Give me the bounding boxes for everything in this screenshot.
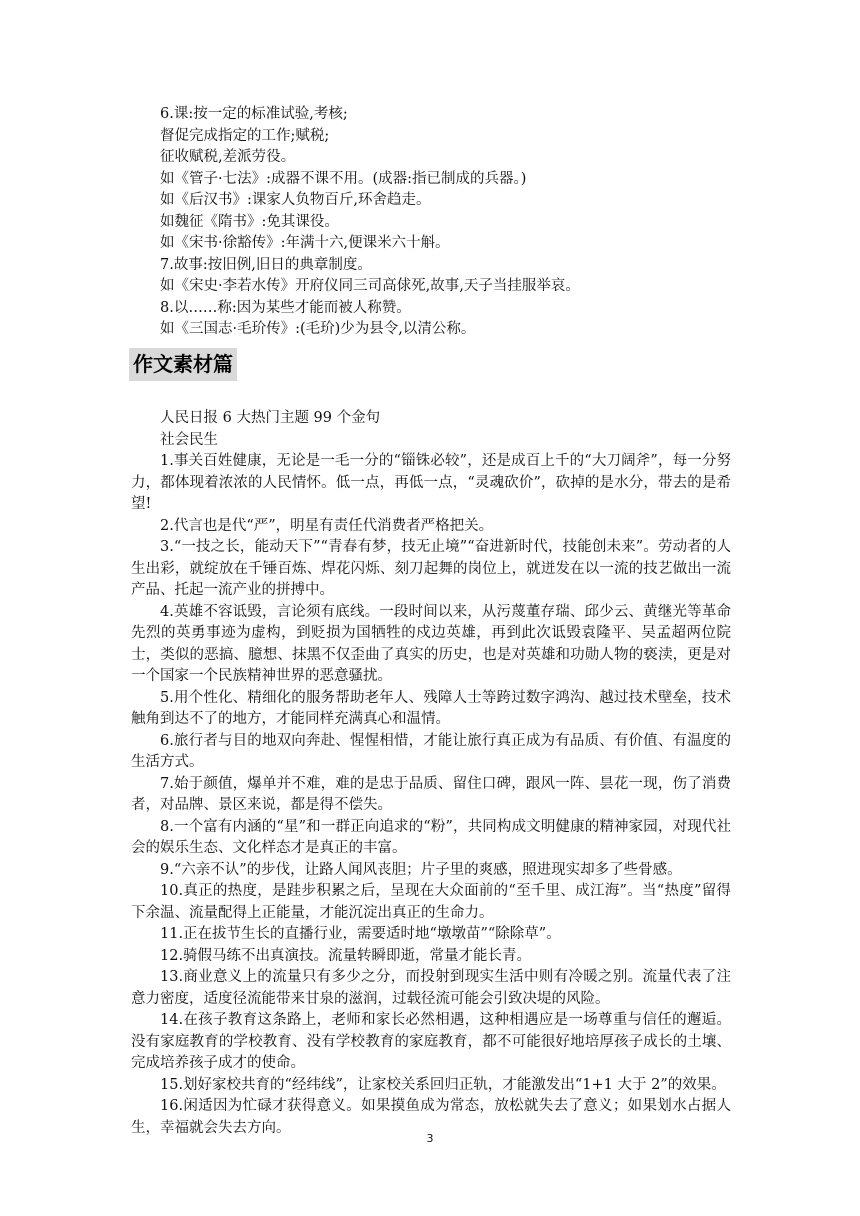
glossary-line: 如《宋书·徐豁传》:年满十六,便课米六十斛。 — [160, 235, 450, 251]
glossary-line: 6.课:按一定的标准试验,考核; — [160, 106, 348, 122]
quote-item: 11.正在拔节生长的直播行业，需要适时地“墩墩苗”“除除草”。 — [160, 926, 561, 942]
quote-item: 3.“一技之长，能动天下”“青春有梦，技无止境”“奋进新时代，技能创未来”。劳动者的人生出彩，就绽放在千锤百炼、焊花闪烁、刻刀起舞的岗位上，就迸发在以一流的技艺做出一流产品、托起一流产业的拼搏中。 — [131, 539, 731, 598]
quotes-section — [131, 408, 731, 1139]
quote-item: 14.在孩子教育这条路上，老师和家长必然相遇，这种相遇应是一场尊重与信任的邂逅。没有家庭教育的学校教育、没有学校教育的家庭教育，都不可能很好地培厚孩子成长的土壤、完成培养孩子成才的使命。 — [131, 1012, 731, 1071]
quote-item: 12.骑假马练不出真演技。流量转瞬即逝，常量才能长青。 — [160, 947, 532, 964]
glossary-line: 如《后汉书》:课家人负物百斤,环舍趋走。 — [160, 192, 431, 208]
glossary-line: 如《三国志·毛玠传》:(毛玠)少为县令,以清公称。 — [160, 321, 476, 337]
quote-item: 5.用个性化、精细化的服务帮助老年人、残障人士等跨过数字鸿沟、越过技术壁垒，技术触角到达不了的地方，才能同样充满真心和温情。 — [131, 689, 731, 727]
glossary-line: 如魏征《隋书》:免其课役。 — [160, 213, 339, 230]
quote-item: 4.英雄不容诋毁，言论须有底线。一段时间以来，从污蔑董存瑞、邱少云、黄继光等革命先烈的英勇事迹为虚构，到贬损为国牺牲的戍边英雄，再到此次诋毁袁隆平、吴孟超两位院士，类似的恶搞、臆想、抹黑不仅歪曲了真实的历史，也是对英雄和功勋人物的亵渎，更是对一个国家一个民族精神世界的恶意骚扰。 — [131, 603, 731, 684]
quote-item: 8.一个富有内涵的“星”和一群正向追求的“粉”，共同构成文明健康的精神家园，对现代社会的娱乐生态、文化样态才是真正的丰富。 — [131, 818, 731, 856]
quote-item: 2.代言也是代“严”，明星有责任代消费者严格把关。 — [160, 517, 494, 534]
quote-item: 1.事关百姓健康，无论是一毛一分的“锱铢必较”，还是成百上千的“大刀阔斧”，每一分努力，都体现着浓浓的人民情怀。低一点，再低一点，“灵魂砍价”，砍掉的是水分，带去的是希望! — [131, 453, 731, 512]
glossary-line: 8.以……称:因为某些才能而被人称赞。 — [160, 299, 411, 316]
glossary-line: 如《管子·七法》:成器不课不用。(成器:指已制成的兵器。) — [160, 170, 527, 187]
quote-item: 16.闲适因为忙碌才获得意义。如果摸鱼成为常态，放松就失去了意义；如果划水占据人生，幸福就会失去方向。 — [131, 1098, 731, 1136]
quotes-subtitle: 社会民生 — [160, 431, 218, 448]
glossary-line: 7.故事:按旧例,旧日的典章制度。 — [160, 256, 372, 273]
quote-item: 13.商业意义上的流量只有多少之分，而投射到现实生活中则有冷暖之别。流量代表了注意力密度，适度径流能带来甘泉的滋润，过载径流可能会引致决堤的风险。 — [131, 969, 731, 1007]
quote-item: 9.“六亲不认”的步伐，让路人闻风丧胆；片子里的爽感，照进现实却多了些骨感。 — [160, 861, 682, 878]
quote-item: 6.旅行者与目的地双向奔赴、惺惺相惜，才能让旅行真正成为有品质、有价值、有温度的生活方式。 — [131, 732, 731, 770]
glossary-line: 督促完成指定的工作;赋税; — [160, 127, 330, 144]
section-heading: 作文素材篇 — [129, 348, 237, 381]
quote-item: 10.真正的热度，是跬步积累之后，呈现在大众面前的“至千里、成江海”。当“热度”留得下余温、流量配得上正能量，才能沉淀出真正的生命力。 — [131, 883, 731, 921]
page-number: 3 — [426, 1132, 434, 1145]
quotes-title: 人民日报 6 大热门主题 99 个金句 — [160, 410, 381, 426]
glossary-line: 如《宋史·李若水传》开府仪同三司高俅死,故事,天子当挂服举哀。 — [160, 278, 580, 294]
quote-item: 7.始于颜值，爆单并不难，难的是忠于品质、留住口碑，跟风一阵、昙花一现，伤了消费者，对品牌、景区来说，都是得不偿失。 — [131, 775, 731, 813]
glossary-section — [160, 104, 760, 341]
glossary-line: 征收赋税,差派劳役。 — [160, 149, 296, 165]
quote-item: 15.划好家校共育的“经纬线”，让家校关系回归正轨，才能激发出“1+1 大于 2”的效果。 — [160, 1076, 726, 1093]
